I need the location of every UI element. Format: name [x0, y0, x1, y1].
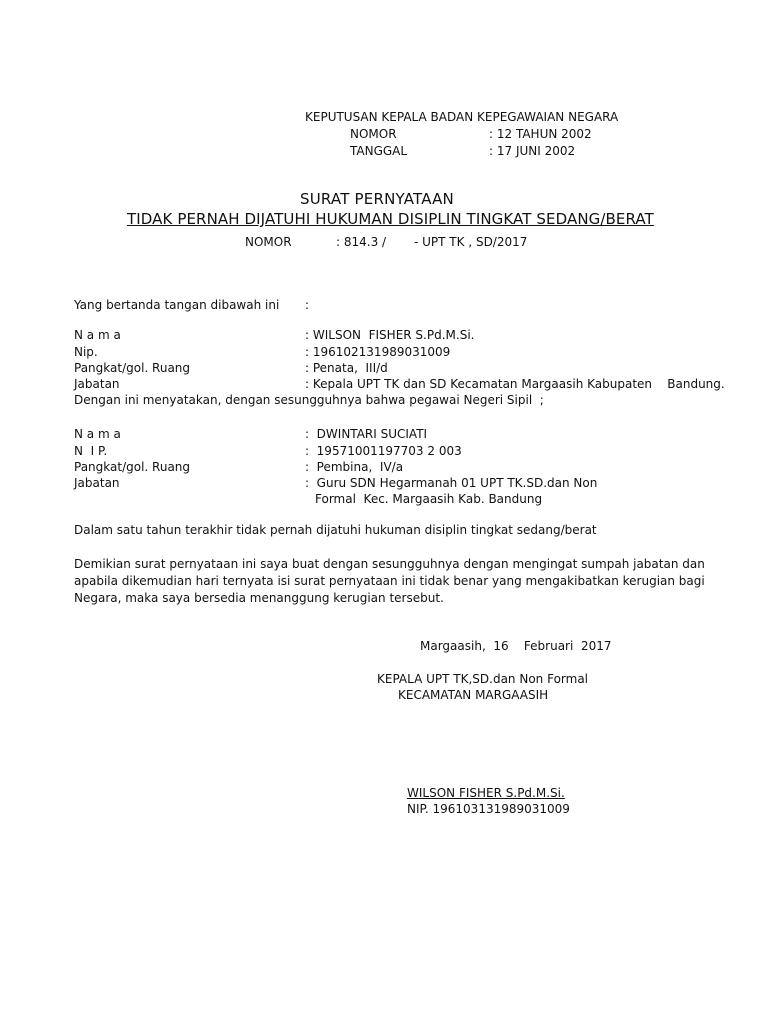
signer-rank-label: Pangkat/gol. Ruang	[74, 361, 191, 375]
decree-nomor-label: NOMOR	[350, 127, 397, 141]
employee-rank-value: : Pembina, IV/a	[305, 460, 404, 474]
declaration-text: Dengan ini menyatakan, dengan sesungguhnya bahwa pegawai Negeri Sipil ;	[74, 393, 544, 407]
letter-nomor-label: NOMOR	[245, 235, 292, 249]
decree-tanggal-label: TANGGAL	[350, 144, 408, 158]
signer-position-value: : Kepala UPT TK dan SD Kecamatan Margaasih Kabupaten Bandung.	[305, 377, 725, 391]
intro-colon: :	[305, 298, 310, 312]
employee-position-label: Jabatan	[74, 476, 120, 490]
document-title: SURAT PERNYATAAN	[300, 190, 454, 208]
signer-position-label: Jabatan	[74, 377, 120, 391]
employee-name-label: N a m a	[74, 427, 121, 441]
statement-text: Dalam satu tahun terakhir tidak pernah dijatuhi hukuman disiplin tingkat sedang/berat	[74, 523, 597, 537]
employee-position-value-2: Formal Kec. Margaasih Kab. Bandung	[315, 492, 543, 506]
closing-line-3: Negara, maka saya bersedia menanggung kerugian tersebut.	[74, 591, 444, 605]
signatory-nip: NIP. 196103131989031009	[407, 802, 570, 816]
place-date: Margaasih, 16 Februari 2017	[420, 639, 612, 653]
employee-position-value-1: : Guru SDN Hegarmanah 01 UPT TK.SD.dan Non	[305, 476, 598, 490]
employee-rank-label: Pangkat/gol. Ruang	[74, 460, 191, 474]
signer-nip-value: : 196102131989031009	[305, 345, 451, 359]
employee-name-value: : DWINTARI SUCIATI	[305, 427, 428, 441]
letter-nomor-suffix: - UPT TK , SD/2017	[414, 235, 528, 249]
signatory-position-2: KECAMATAN MARGAASIH	[398, 688, 549, 702]
signer-name-value: : WILSON FISHER S.Pd.M.Si.	[305, 328, 475, 342]
signer-rank-value: : Penata, III/d	[305, 361, 388, 375]
employee-nip-value: : 19571001197703 2 003	[305, 444, 462, 458]
intro-label: Yang bertanda tangan dibawah ini	[74, 298, 280, 312]
closing-line-1: Demikian surat pernyataan ini saya buat dengan sesungguhnya dengan mengingat sumpah jabatan dan	[74, 557, 705, 571]
employee-nip-label: N I P.	[74, 444, 108, 458]
decree-heading: KEPUTUSAN KEPALA BADAN KEPEGAWAIAN NEGARA	[305, 110, 619, 124]
decree-tanggal-value: : 17 JUNI 2002	[489, 144, 576, 158]
signatory-name: WILSON FISHER S.Pd.M.Si.	[407, 786, 565, 800]
decree-nomor-value: : 12 TAHUN 2002	[489, 127, 592, 141]
signer-name-label: N a m a	[74, 328, 121, 342]
signer-nip-label: Nip.	[74, 345, 98, 359]
closing-line-2: apabila dikemudian hari ternyata isi surat pernyataan ini tidak benar yang mengakibatkan kerugian bagi	[74, 574, 705, 588]
signatory-position-1: KEPALA UPT TK,SD.dan Non Formal	[377, 672, 589, 686]
letter-nomor-value: : 814.3 /	[336, 235, 387, 249]
document-subtitle: TIDAK PERNAH DIJATUHI HUKUMAN DISIPLIN TINGKAT SEDANG/BERAT	[127, 210, 654, 228]
